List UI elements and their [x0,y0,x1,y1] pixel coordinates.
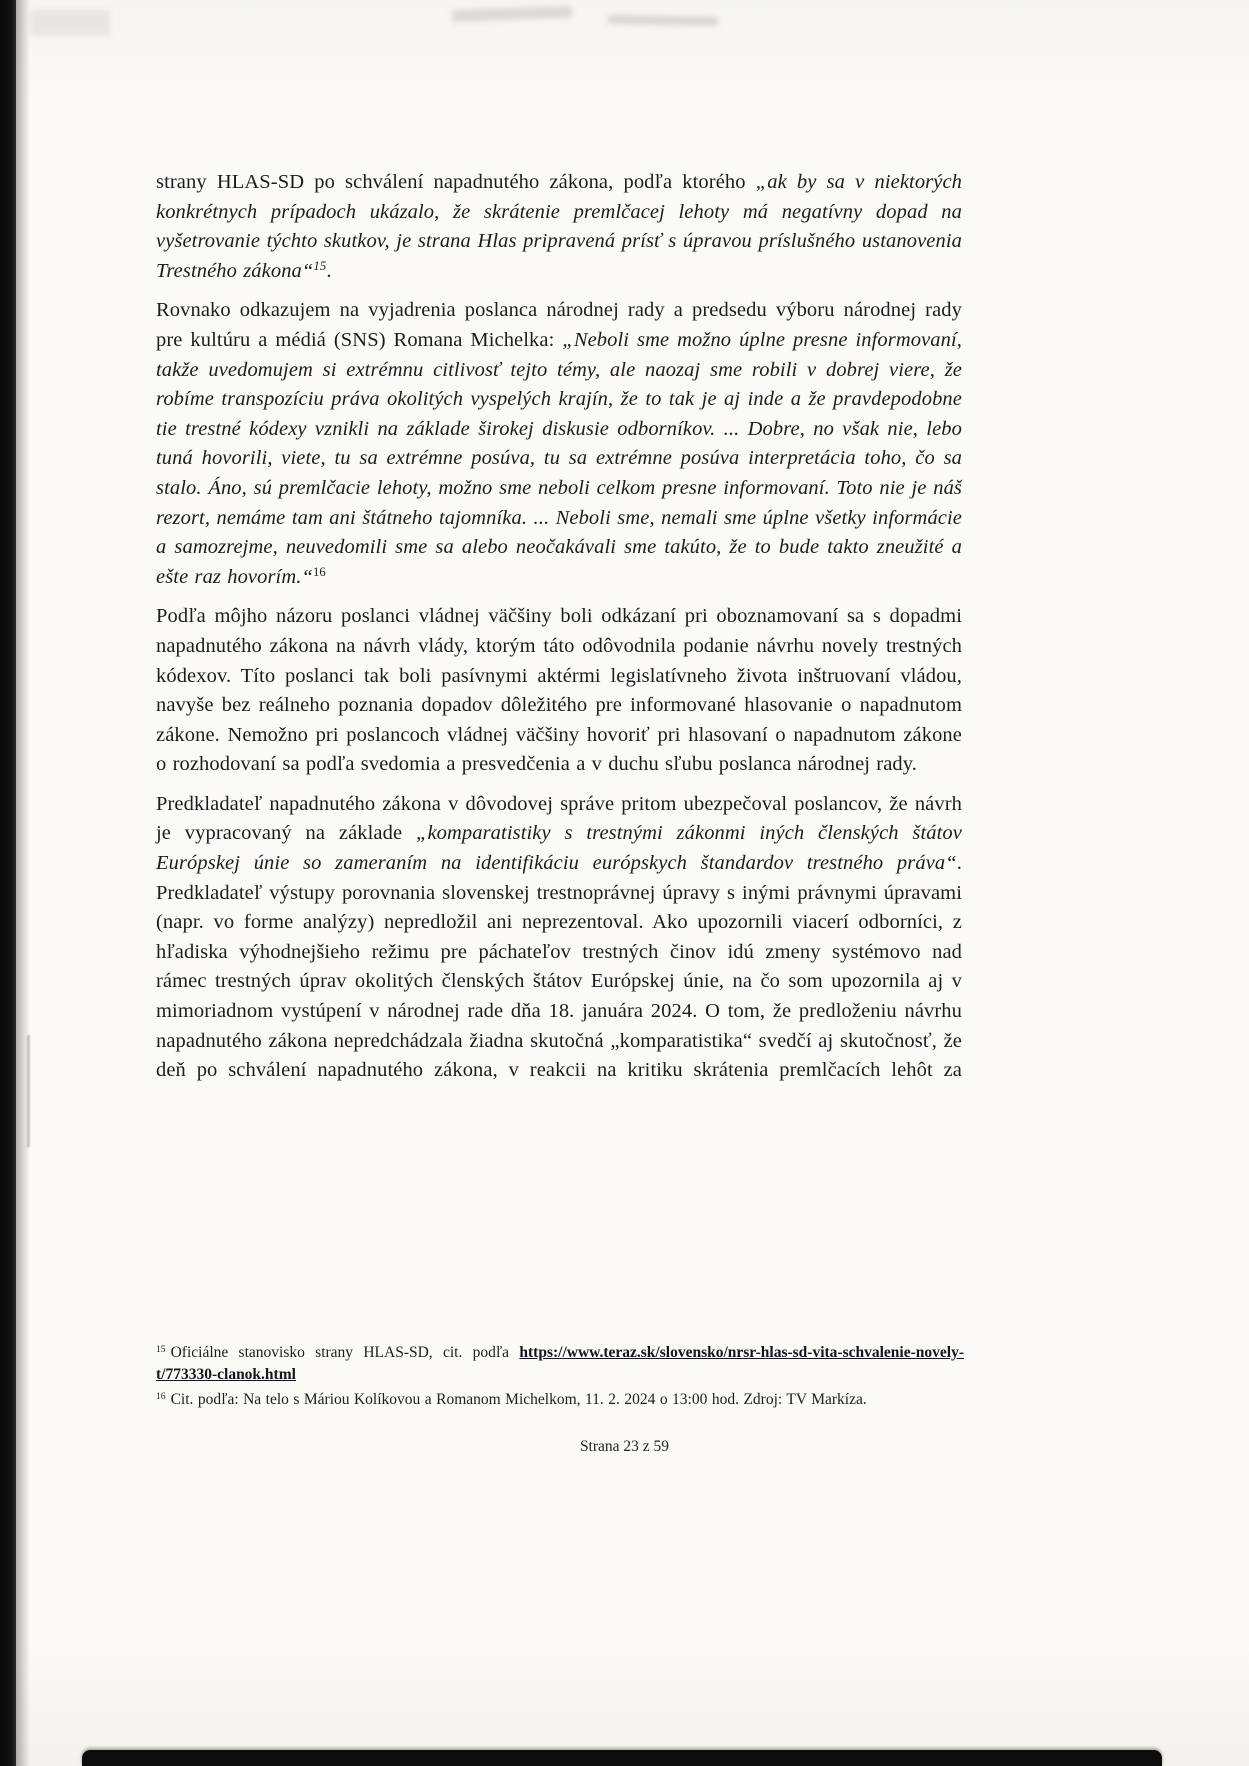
footnotes-section [156,1342,964,1414]
paragraph-opinion [156,602,962,780]
text-run: strany HLAS-SD po schválení napadnutého zákona, podľa ktorého [156,171,756,193]
text-run: . Predkladateľ výstupy porovnania slovenskej trestnoprávnej úpravy s inými právnymi úpravami (napr. vo forme analýzy) nepredložil ani neprezentoval. Ako upozornili viacerí odborníci, z hľadiska výhodnejšieho režimu pre páchateľov trestných činov idú zmeny systémovo nad rámec trestných úprav okolitých členských štátov Európskej únie, na čo som upozornila aj v mimoriadnom vystúpení v národnej rade dňa 18. januára 2024. O tom, že predloženiu návrhu napadnutého zákona nepredchádzala žiadna skutočná „komparatistika“ svedčí aj skutočnosť, že deň po schválení napadnutého zákona, v reakcii na kritiku skrátenia premlčacích lehôt za [156,852,962,1082]
text-run: „komparatistiky s trestnými zákonmi iných členských štátov Európskej únie so zameraním na identifikáciu európskych štandardov trestného práva“ [156,822,962,875]
text-run: „ak by sa v niektorých konkrétnych prípadoch ukázalo, že skrátenie premlčacej lehoty má negatívny dopad na vyšetrovanie týchto skutkov, je strana Hlas pripravená prísť s úpravou príslušného ustanovenia Trestného zákona“ [156,171,962,282]
paragraph-quote-hlas [156,168,962,286]
scan-smudge [608,15,718,26]
page-number: Strana 23 z 59 [579,1438,670,1455]
text-run: „Neboli sme možno úplne presne informovaní, takže uvedomujem si extrémnu citlivosť tejto témy, ale naozaj sme robili v dobrej viere, že robíme transpozíciu práva okolitých vyspelých krajín, že to tak je aj inde a že pravdepodobne tie trestné kódexy vznikli na základe širokej diskusie odborníkov. ... Dobre, no však nie, lebo tuná hovorili, viete, tu sa extrémne posúva, tu sa extrémne posúva interpretácia toho, čo sa stalo. Áno, sú premlčacie lehoty, možno sme neboli celkom presne informovaní. Toto nie je náš rezort, nemáme tam ani štátneho tajomníka. ... Neboli sme, nemali sme úplne všetky informácie a samozrejme, neuvedomili sme sa alebo neočakávali sme takúto, že to bude takto zneužité a ešte raz hovorím.“ [156,328,962,588]
scan-smudge [452,6,572,22]
footnote-ref: 15 [313,258,327,273]
footnote-text [171,1391,867,1408]
page-body [156,168,962,1096]
text-run: Rovnako odkazujem na vyjadrenia poslanca národnej rady a predsedu výboru národnej rady pre kultúru a médiá (SNS) Romana Michelka: [156,299,962,351]
text-run: Podľa môjho názoru poslanci vládnej väčšiny boli odkázaní pri oboznamovaní sa s dopadmi napadnutého zákona na návrh vlády, ktorým táto odôvodnila podanie návrhu novely trestných kódexov. Títo poslanci tak boli pasívnymi aktérmi legislatívneho života inštruovaní vládou, navyše bez reálneho poznania dopadov dôležitého pre informované hlasovanie o napadnutom zákone. Nemožno pri poslancoch vládnej väčšiny hovoriť pri hlasovaní o napadnutom zákone o rozhodovaní sa podľa svedomia a presvedčenia a v duchu sľubu poslanca národnej rady. [156,605,962,776]
footnote-16 [156,1389,964,1411]
footnote-15 [156,1342,964,1386]
footnote-ref: 16 [312,564,326,579]
text-run: Oficiálne stanovisko strany HLAS-SD, cit. podľa [170,1344,520,1361]
text-run: Cit. podľa: Na telo s Máriou Kolíkovou a Romanom Michelkom, 11. 2. 2024 o 13:00 hod. Zdroj: TV Markíza. [170,1391,867,1408]
footnote-text [156,1344,964,1383]
scan-edge-bottom [82,1750,1162,1766]
paragraph-quote-michelko [156,296,962,592]
text-run: Predkladateľ napadnutého zákona v dôvodovej správe pritom ubezpečoval poslancov, že návrh je vypracovaný na základe [156,792,962,845]
footnote-link: https://www.teraz.sk/slovensko/nrsr-hlas-sd-vita-schvalenie-novely-t/773330-clanok.html [156,1344,964,1383]
scan-smudge [30,10,110,36]
text-run: . [326,259,332,282]
scan-edge-left [0,0,16,1766]
scan-edge-left-fade [16,0,30,1766]
paragraph-komparatistika [156,790,962,1086]
footnote-marker: 15 [156,1343,166,1355]
footnote-marker: 16 [156,1390,166,1402]
